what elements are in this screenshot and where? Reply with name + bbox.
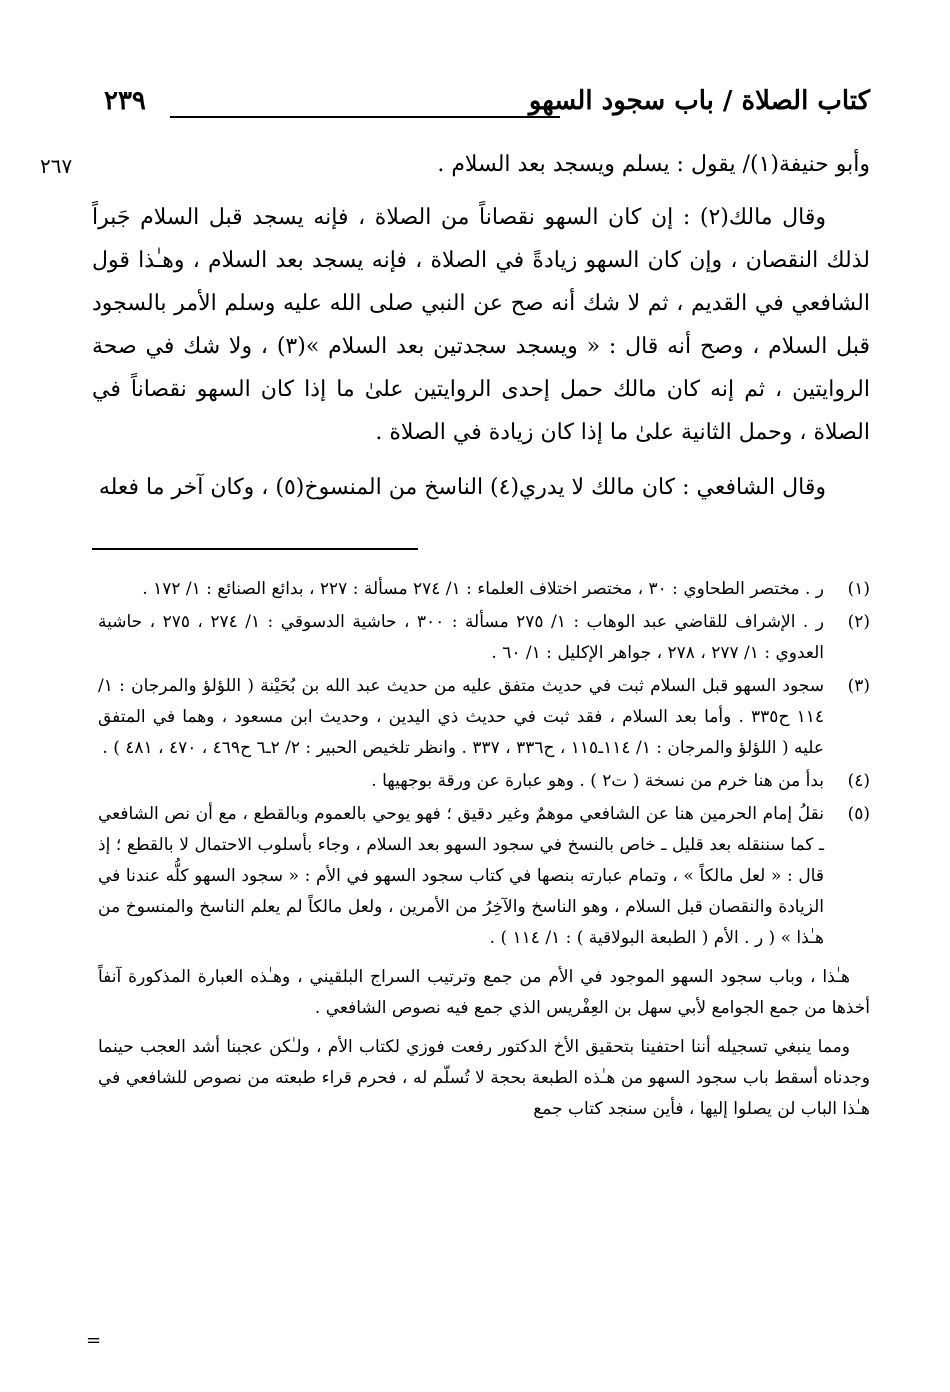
footnote-5 <box>98 799 870 954</box>
footnote-text: ر . مختصر الطحاوي : ٣٠ ، مختصر اختلاف العلماء : ١/ ٢٧٤ مسألة : ٢٢٧ ، بدائع الصنائع : ١/ ١٧٢ . <box>142 579 824 599</box>
footnote-4 <box>98 766 870 797</box>
footnotes <box>98 574 870 1125</box>
footnote-text: بدأ من هنا خرم من نسخة ( ت٢ ) . وهو عبارة عن ورقة بوجهيها . <box>371 771 824 791</box>
footnote-3 <box>98 671 870 764</box>
running-header-title: كتاب الصلاة / باب سجود السهو <box>528 86 870 116</box>
footnote-continuation-paragraph: ومما ينبغي تسجيله أننا احتفينا بتحقيق الأخ الدكتور رفعت فوزي لكتاب الأم ، ولـٰكن عجبنا أشد العجب حينما وجدناه أسقط باب سجود السهو من هـٰذه الطبعة بحجة لا تُسلّم له ، فحرم قراء طبعته من نصوص للشافعي في هـٰذا الباب لن يصلوا إليها ، فأين سنجد كتاب جمع <box>98 1037 870 1119</box>
footnote-number: (٥) <box>847 804 870 824</box>
main-paragraph-2: وقال مالك(٢) : إن كان السهو نقصاناً من الصلاة ، فإنه يسجد قبل السلام جَبراً لذلك النقصان ، وإن كان السهو زيادةً في الصلاة ، فإنه يسجد بعد السلام ، وهـٰذا قول الشافعي في القديم ، ثم لا شك أنه صح عن النبي صلى الله عليه وسلم الأمر بالسجود قبل السلام ، وصح أنه قال : « ويسجد سجدتين بعد السلام »(٣) ، ولا شك في صحة الروايتين ، ثم إنه كان مالك حمل إحدى الروايتين علىٰ ما إذا كان السهو نقصاناً في الصلاة ، وحمل الثانية علىٰ ما إذا كان زيادة في الصلاة . <box>92 205 870 445</box>
main-paragraph-1: وأبو حنيفة(١)/ يقول : يسلم ويسجد بعد السلام . <box>437 152 870 177</box>
footnote-separator <box>92 548 418 550</box>
page-number: ٢٣٩ <box>104 86 146 116</box>
main-paragraph-3: وقال الشافعي : كان مالك لا يدري(٤) الناسخ من المنسوخ(٥) ، وكان آخر ما فعله <box>98 475 826 500</box>
manuscript-margin-number: ٢٦٧ <box>40 154 73 178</box>
footnote-number: (٤) <box>847 771 870 791</box>
footnote-continuation-paragraph: هـٰذا ، وباب سجود السهو الموجود في الأم من جمع وترتيب السراج البلقيني ، وهـٰذه العبارة المذكورة آنفاً أخذها من جمع الجوامع لأبي سهل بن العِفْريس الذي جمع فيه نصوص الشافعي . <box>98 967 870 1018</box>
continuation-mark: = <box>86 1330 102 1351</box>
header-rule <box>170 116 560 118</box>
footnote-number: (٣) <box>847 676 870 696</box>
footnote-number: (٢) <box>847 612 870 632</box>
footnote-number: (١) <box>847 579 870 599</box>
footnote-text: نقلُ إمام الحرمين هنا عن الشافعي موهمٌ وغير دقيق ؛ فهو يوحي بالعموم وبالقطع ، مع أن نص الشافعي ـ كما سننقله بعد قليل ـ خاص بالنسخ في سجود السهو بعد السلام ، وجاء بأسلوب الاحتمال لا بالقطع ؛ إذ قال : « لعل مالكاً » ، وتمام عبارته بنصها في كتاب سجود السهو في الأم : « سجود السهو كلُّه عندنا في الزيادة والنقصان قبل السلام ، وهو الناسخ والآخِرُ من الأمرين ، ولعل مالكاً لم يعلم الناسخ والمنسوخ من هـٰذا » ( ر . الأم ( الطبعة البولاقية ) : ١/ ١١٤ ) . <box>98 804 824 948</box>
footnote-text: ر . الإشراف للقاضي عبد الوهاب : ١/ ٢٧٥ مسألة : ٣٠٠ ، حاشية الدسوقي : ١/ ٢٧٤ ، ٢٧٥ ، حاشية العدوي : ١/ ٢٧٧ ، ٢٧٨ ، جواهر الإكليل : ١/ ٦٠ . <box>98 612 824 663</box>
footnote-2 <box>98 607 870 669</box>
footnote-text: سجود السهو قبل السلام ثبت في حديث متفق عليه من حديث عبد الله بن بُحَيْنة ( اللؤلؤ والمرجان : ١/ ١١٤ ح٣٣٥ . وأما بعد السلام ، فقد ثبت في حديث ذي اليدين ، وحديث ابن مسعود ، وهما في المتفق عليه ( اللؤلؤ والمرجان : ١/ ١١٤ـ١١٥ ، ح٣٣٦ ، ٣٣٧ . وانظر تلخيص الحبير : ٢/ ٢ـ٦ ح٤٦٩ ، ٤٧٠ ، ٤٨١ ) . <box>98 676 824 758</box>
footnote-1 <box>98 574 870 605</box>
main-text <box>92 143 870 521</box>
